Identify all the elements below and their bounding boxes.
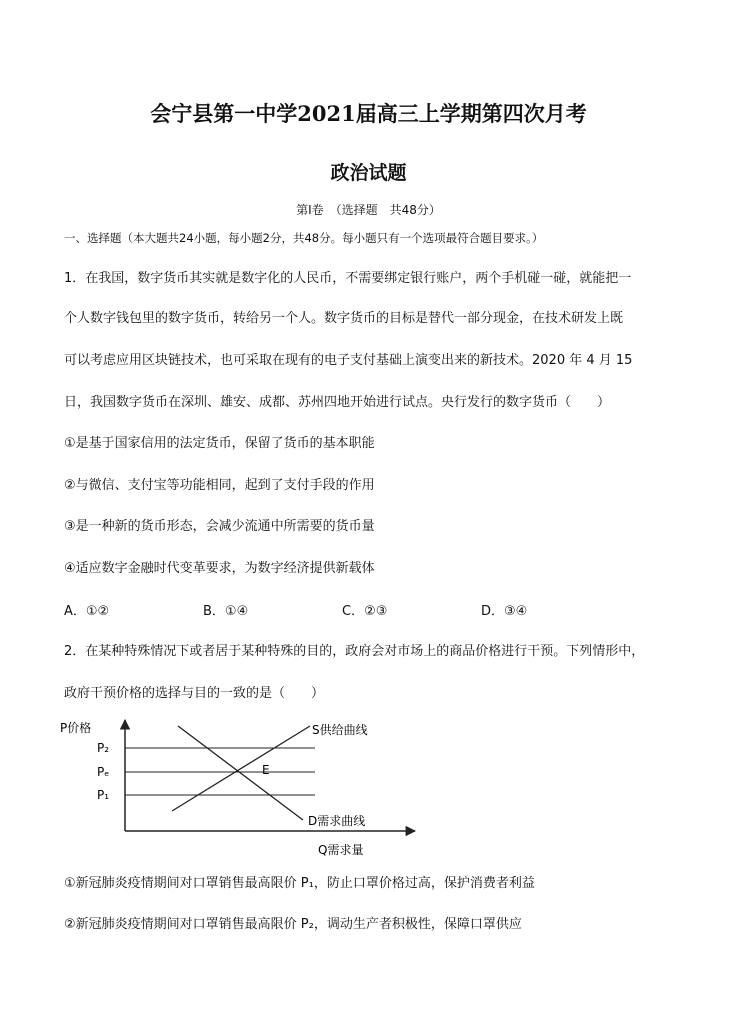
- q2-option-1: ①新冠肺炎疫情期间对口罩销售最高限价 P₁，防止口罩价格过高，保护消费者利益: [64, 876, 535, 891]
- x-axis-label: Q需求量: [318, 843, 364, 857]
- pe-label: Pₑ: [97, 765, 110, 779]
- q1-option-2: ②与微信、支付宝等功能相同，起到了支付手段的作用: [64, 478, 375, 493]
- q2-line-2: 政府干预价格的选择与目的一致的是（ ）: [64, 686, 325, 701]
- choice-b[interactable]: B．①④: [203, 604, 249, 619]
- equilibrium-label: E: [262, 763, 270, 777]
- supply-label: S供给曲线: [312, 723, 368, 737]
- page-title: 会宁县第一中学2021届高三上学期第四次月考: [150, 101, 587, 126]
- demand-label: D需求曲线: [308, 814, 366, 828]
- supply-curve: [172, 726, 310, 811]
- supply-demand-diagram: [60, 712, 420, 862]
- p2-label: P₂: [97, 741, 110, 755]
- section-heading: 第Ⅰ卷 （选择题 共48分）: [296, 203, 441, 217]
- q1-line-3: 可以考虑应用区块链技术，也可采取在现有的电子支付基础上演变出来的新技术。2020 年 4 月 15: [64, 353, 633, 368]
- q1-choices: [0, 600, 737, 618]
- demand-curve: [178, 726, 303, 820]
- choice-a[interactable]: A．①②: [64, 604, 110, 619]
- q1-option-1: ①是基于国家信用的法定货币，保留了货币的基本职能: [64, 436, 375, 451]
- choice-d[interactable]: D．③④: [481, 604, 528, 619]
- q2-option-2: ②新冠肺炎疫情期间对口罩销售最高限价 P₂，调动生产者积极性，保障口罩供应: [64, 917, 522, 932]
- y-axis-label: P价格: [60, 721, 92, 735]
- q2-line-1: 2．在某种特殊情况下或者居于某种特殊的目的，政府会对市场上的商品价格进行干预。下列情形中，: [64, 644, 645, 659]
- q1-line-2: 个人数字钱包里的数字货币，转给另一个人。数字货币的目标是替代一部分现金，在技术研发上既: [64, 311, 624, 326]
- instructions: 一、选择题（本大题共24小题，每小题2分，共48分。每小题只有一个选项最符合题目要求。）: [64, 231, 544, 245]
- q1-option-3: ③是一种新的货币形态，会减少流通中所需要的货币量: [64, 519, 375, 534]
- choice-c[interactable]: C．②③: [342, 604, 388, 619]
- q1-line-4: 日，我国数字货币在深圳、雄安、成都、苏州四地开始进行试点。央行发行的数字货币（ ）: [64, 395, 611, 410]
- q1-line-1: 1．在我国，数字货币其实就是数字化的人民币，不需要绑定银行账户，两个手机碰一碰，就能把一: [64, 271, 632, 286]
- p1-label: P₁: [97, 788, 110, 802]
- q1-option-4: ④适应数字金融时代变革要求，为数字经济提供新载体: [64, 561, 375, 576]
- page-subtitle: 政治试题: [330, 162, 407, 184]
